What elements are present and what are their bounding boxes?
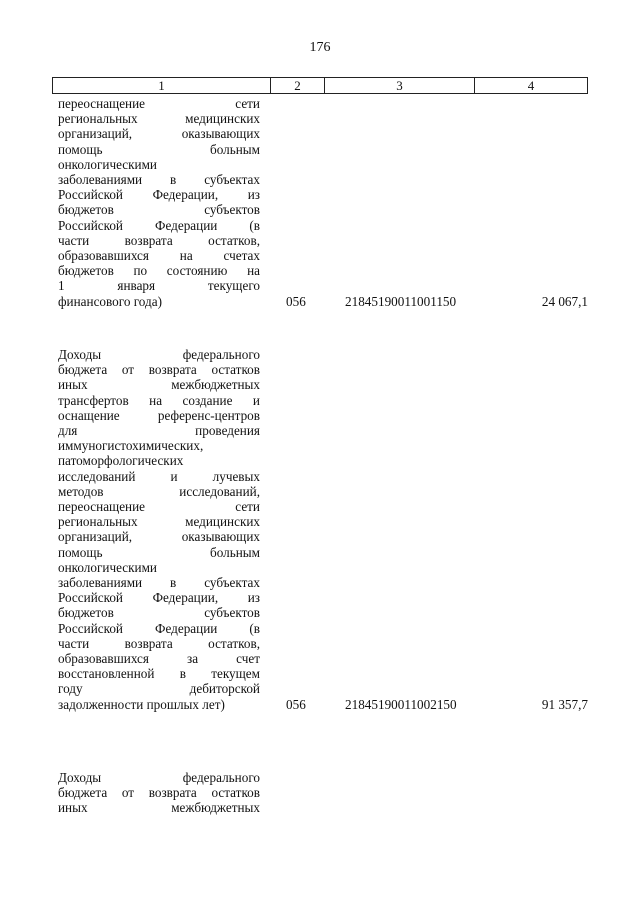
description-line: задолженности прошлых лет) (58, 696, 225, 712)
header-col-4: 4 (527, 78, 535, 93)
description-line: организаций, оказывающих (58, 126, 260, 142)
kbk-code: 21845190011002150 (345, 696, 457, 712)
description-line: оснащение референс-центров (58, 407, 260, 423)
row-description (58, 347, 260, 712)
description-line: помощь больным (58, 544, 260, 560)
row-description (58, 96, 260, 309)
kbk-code: 21845190011001150 (345, 293, 457, 309)
description-line: методов исследований, (58, 483, 260, 499)
description-line: организаций, оказывающих (58, 529, 260, 545)
description-line: иных межбюджетных (58, 800, 260, 816)
description-line: помощь больным (58, 141, 260, 157)
table-row (58, 96, 588, 309)
description-line: 1 января текущего (58, 278, 260, 294)
admin-code: 056 (286, 696, 306, 712)
admin-code: 056 (286, 293, 306, 309)
description-line: Российской Федерации, из (58, 590, 260, 606)
description-line: Российской Федерации (в (58, 620, 260, 636)
header-col-2: 2 (271, 78, 325, 93)
description-line: для проведения (58, 423, 260, 439)
description-line: Доходы федерального (58, 347, 260, 362)
description-line: бюджетов по состоянию на (58, 263, 260, 279)
description-line: переоснащение сети (58, 499, 260, 515)
description-line: иных межбюджетных (58, 377, 260, 393)
table-row (58, 770, 588, 816)
description-line: финансового года) (58, 293, 162, 309)
description-line: части возврата остатков, (58, 232, 260, 248)
description-line: бюджетов субъектов (58, 202, 260, 218)
description-line: заболеваниями в субъектах (58, 575, 260, 591)
header-col-1: 1 (53, 78, 271, 93)
description-line: онкологическими (58, 156, 157, 172)
row-description (58, 770, 260, 816)
description-line: образовавшихся за счет (58, 651, 260, 667)
description-line: региональных медицинских (58, 514, 260, 530)
description-line: исследований и лучевых (58, 468, 260, 484)
description-line: Российской Федерации (в (58, 217, 260, 233)
description-line: части возврата остатков, (58, 635, 260, 651)
description-line: заболеваниями в субъектах (58, 172, 260, 188)
description-line: региональных медицинских (58, 111, 260, 127)
amount: 91 357,7 (541, 696, 588, 712)
description-line: иммуногистохимических, (58, 438, 204, 454)
description-line: бюджетов субъектов (58, 605, 260, 621)
description-line: бюджета от возврата остатков (58, 785, 260, 801)
description-line: образовавшихся на счетах (58, 248, 260, 264)
page-number: 176 (309, 40, 331, 55)
description-line: патоморфологических (58, 453, 184, 469)
description-line: трансфертов на создание и (58, 392, 260, 408)
description-line: бюджета от возврата остатков (58, 362, 260, 378)
amount: 24 067,1 (541, 293, 588, 309)
table-header (52, 77, 588, 94)
description-line: восстановленной в текущем (58, 666, 260, 682)
description-line: онкологическими (58, 559, 157, 575)
description-line: Российской Федерации, из (58, 187, 260, 203)
description-line: году дебиторской (58, 681, 260, 697)
header-col-3: 3 (325, 78, 475, 93)
table-row (58, 347, 588, 712)
description-line: переоснащение сети (58, 96, 260, 111)
description-line: Доходы федерального (58, 770, 260, 785)
